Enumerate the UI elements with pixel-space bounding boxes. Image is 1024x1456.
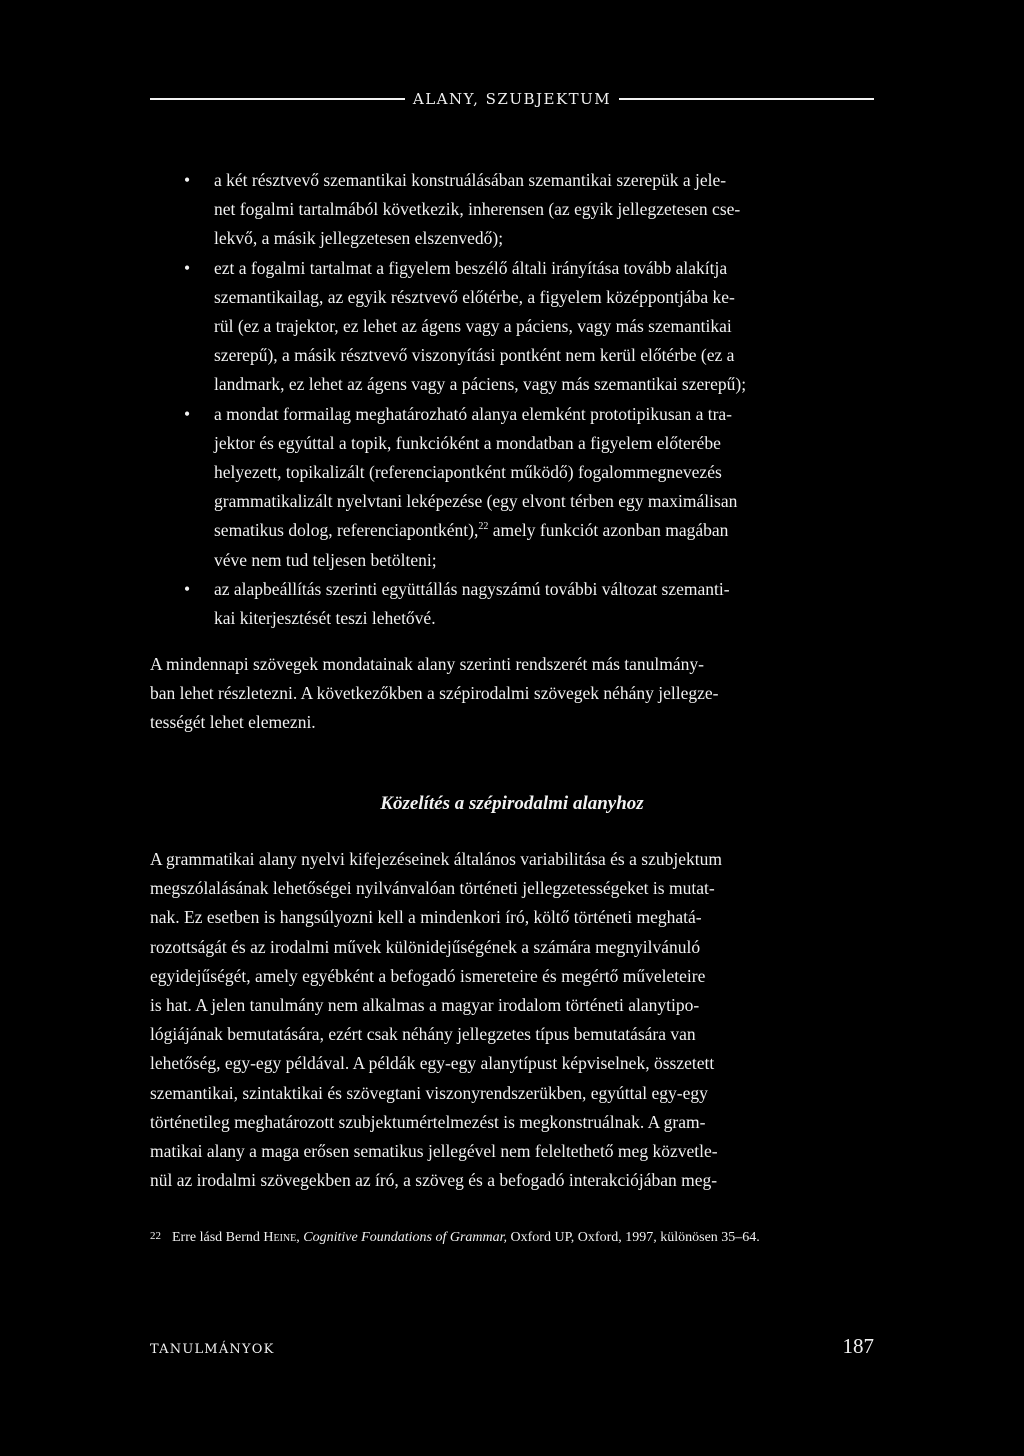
paragraph-line: tességét lehet elemezni. xyxy=(150,712,316,733)
running-header xyxy=(150,90,874,108)
paragraph-line: megszólalásának lehetőségei nyilvánvalóan történeti jellegzetességeket is mutat- xyxy=(150,878,715,899)
paragraph-line: A grammatikai alany nyelvi kifejezéseinek általános variabilitása és a szubjektum xyxy=(150,849,722,869)
bullet-line: sematikus dolog, referenciapontként), xyxy=(214,520,479,541)
bullet-line: szerepű), a másik résztvevő viszonyítási pontként nem kerül előtérbe (ez a xyxy=(214,345,735,366)
paragraph-line: történetileg meghatározott szubjektumértelmezést is megkonstruálnak. A gram- xyxy=(150,1111,706,1132)
bullet-line: ezt a fogalmi tartalmat a figyelem beszélő általi irányítása tovább alakítja xyxy=(214,257,728,278)
bullet-line: rül (ez a trajektor, ez lehet az ágens vagy a páciens, vagy más szemantikai xyxy=(214,316,732,337)
bullet-line: az alapbeállítás szerinti együttállás nagyszámú további változat szemanti- xyxy=(214,578,730,599)
bullet-item-2 xyxy=(150,254,874,400)
footnote-pre: Erre lásd Bernd xyxy=(172,1230,264,1245)
paragraph-line: A mindennapi szövegek mondatainak alany szerinti rendszerét más tanulmány- xyxy=(150,654,704,674)
paragraph-line: egyidejűségét, amely egyébként a befogadó ismereteire és megértő műveleteire xyxy=(150,965,706,986)
bullet-list xyxy=(150,166,874,633)
paragraph-line: nak. Ez esetben is hangsúlyozni kell a mindenkori író, költő történeti meghatá- xyxy=(150,907,702,928)
bullet-item-4 xyxy=(150,575,874,633)
bullet-line: a két résztvevő szemantikai konstruálásában szemantikai szerepük a jele- xyxy=(214,170,727,190)
bullet-icon: • xyxy=(184,403,191,424)
bullet-icon: • xyxy=(184,170,191,190)
journal-section: TANULMÁNYOK xyxy=(150,1342,275,1357)
paragraph-line: lehetőség, egy-egy példával. A példák egy-egy alanytípust képviselnek, összetett xyxy=(150,1053,715,1074)
bullet-line: landmark, ez lehet az ágens vagy a páciens, vagy más szemantikai szerepű); xyxy=(214,374,747,395)
paragraph-main xyxy=(150,845,874,1195)
bullet-line: helyezett, topikalizált (referenciapontként működő) fogalommegnevezés xyxy=(214,462,722,483)
bullet-item-3 xyxy=(150,400,874,575)
paragraph-line: ban lehet részletezni. A következőkben a szépirodalmi szövegek néhány jellegze- xyxy=(150,683,719,704)
bullet-line: a mondat formailag meghatározható alanya elemként prototipikusan a tra- xyxy=(214,403,732,424)
paragraph-line: matikai alany a maga erősen sematikus jellegével nem feleltethető meg közvetle- xyxy=(150,1141,718,1162)
footnote xyxy=(150,1225,874,1251)
bullet-line: jektor és egyúttal a topik, funkcióként a mondatban a figyelem előterébe xyxy=(214,432,721,453)
footnote-ref[interactable]: 22 xyxy=(478,521,489,533)
paragraph-line: nül az irodalmi szövegekben az író, a szöveg és a befogadó interakciójában meg- xyxy=(150,1170,718,1191)
running-title: ALANY, SZUBJEKTUM xyxy=(412,90,612,108)
header-rule-right xyxy=(619,98,874,100)
bullet-line: lekvő, a másik jellegzetesen elszenvedő); xyxy=(214,228,504,249)
section-heading: Közelítés a szépirodalmi alanyhoz xyxy=(380,793,644,814)
bullet-item-1 xyxy=(150,166,874,254)
bullet-line: véve nem tud teljesen betölteni; xyxy=(214,549,437,570)
footnote-title: Cognitive Foundations of Grammar, xyxy=(303,1230,508,1245)
bullet-icon: • xyxy=(184,578,191,599)
bullet-line: net fogalmi tartalmából következik, inherensen (az egyik jellegzetesen cse- xyxy=(214,199,741,220)
footnote-mid: , xyxy=(296,1230,304,1245)
footnote-author: Heine xyxy=(263,1230,297,1245)
header-rule-left xyxy=(150,98,405,100)
bullet-line: szemantikailag, az egyik résztvevő előtérbe, a figyelem középpontjába ke- xyxy=(214,286,735,307)
paragraph-line: rozottságát és az irodalmi művek különidejűségének a számára megnyilvánuló xyxy=(150,936,701,957)
page-number: 187 xyxy=(842,1334,874,1358)
footnote-post: Oxford UP, Oxford, 1997, különösen 35–64. xyxy=(507,1230,760,1245)
bullet-line-tail: amely funkciót azonban magában xyxy=(488,520,729,541)
page-footer xyxy=(150,1334,874,1359)
footnote-number: 22 xyxy=(150,1230,161,1242)
bullet-line: grammatikalizált nyelvtani leképezése (egy elvont térben egy maximálisan xyxy=(214,491,738,512)
paragraph-line: is hat. A jelen tanulmány nem alkalmas a magyar irodalom történeti alanytipo- xyxy=(150,995,700,1016)
paragraph-line: lógiájának bemutatására, ezért csak néhány jellegzetes típus bemutatására van xyxy=(150,1024,696,1045)
bullet-line: kai kiterjesztését teszi lehetővé. xyxy=(214,608,436,629)
bullet-icon: • xyxy=(184,257,191,278)
paragraph-line: szemantikai, szintaktikai és szövegtani viszonyrendszerükben, egyúttal egy-egy xyxy=(150,1082,708,1103)
paragraph-intro xyxy=(150,650,874,738)
